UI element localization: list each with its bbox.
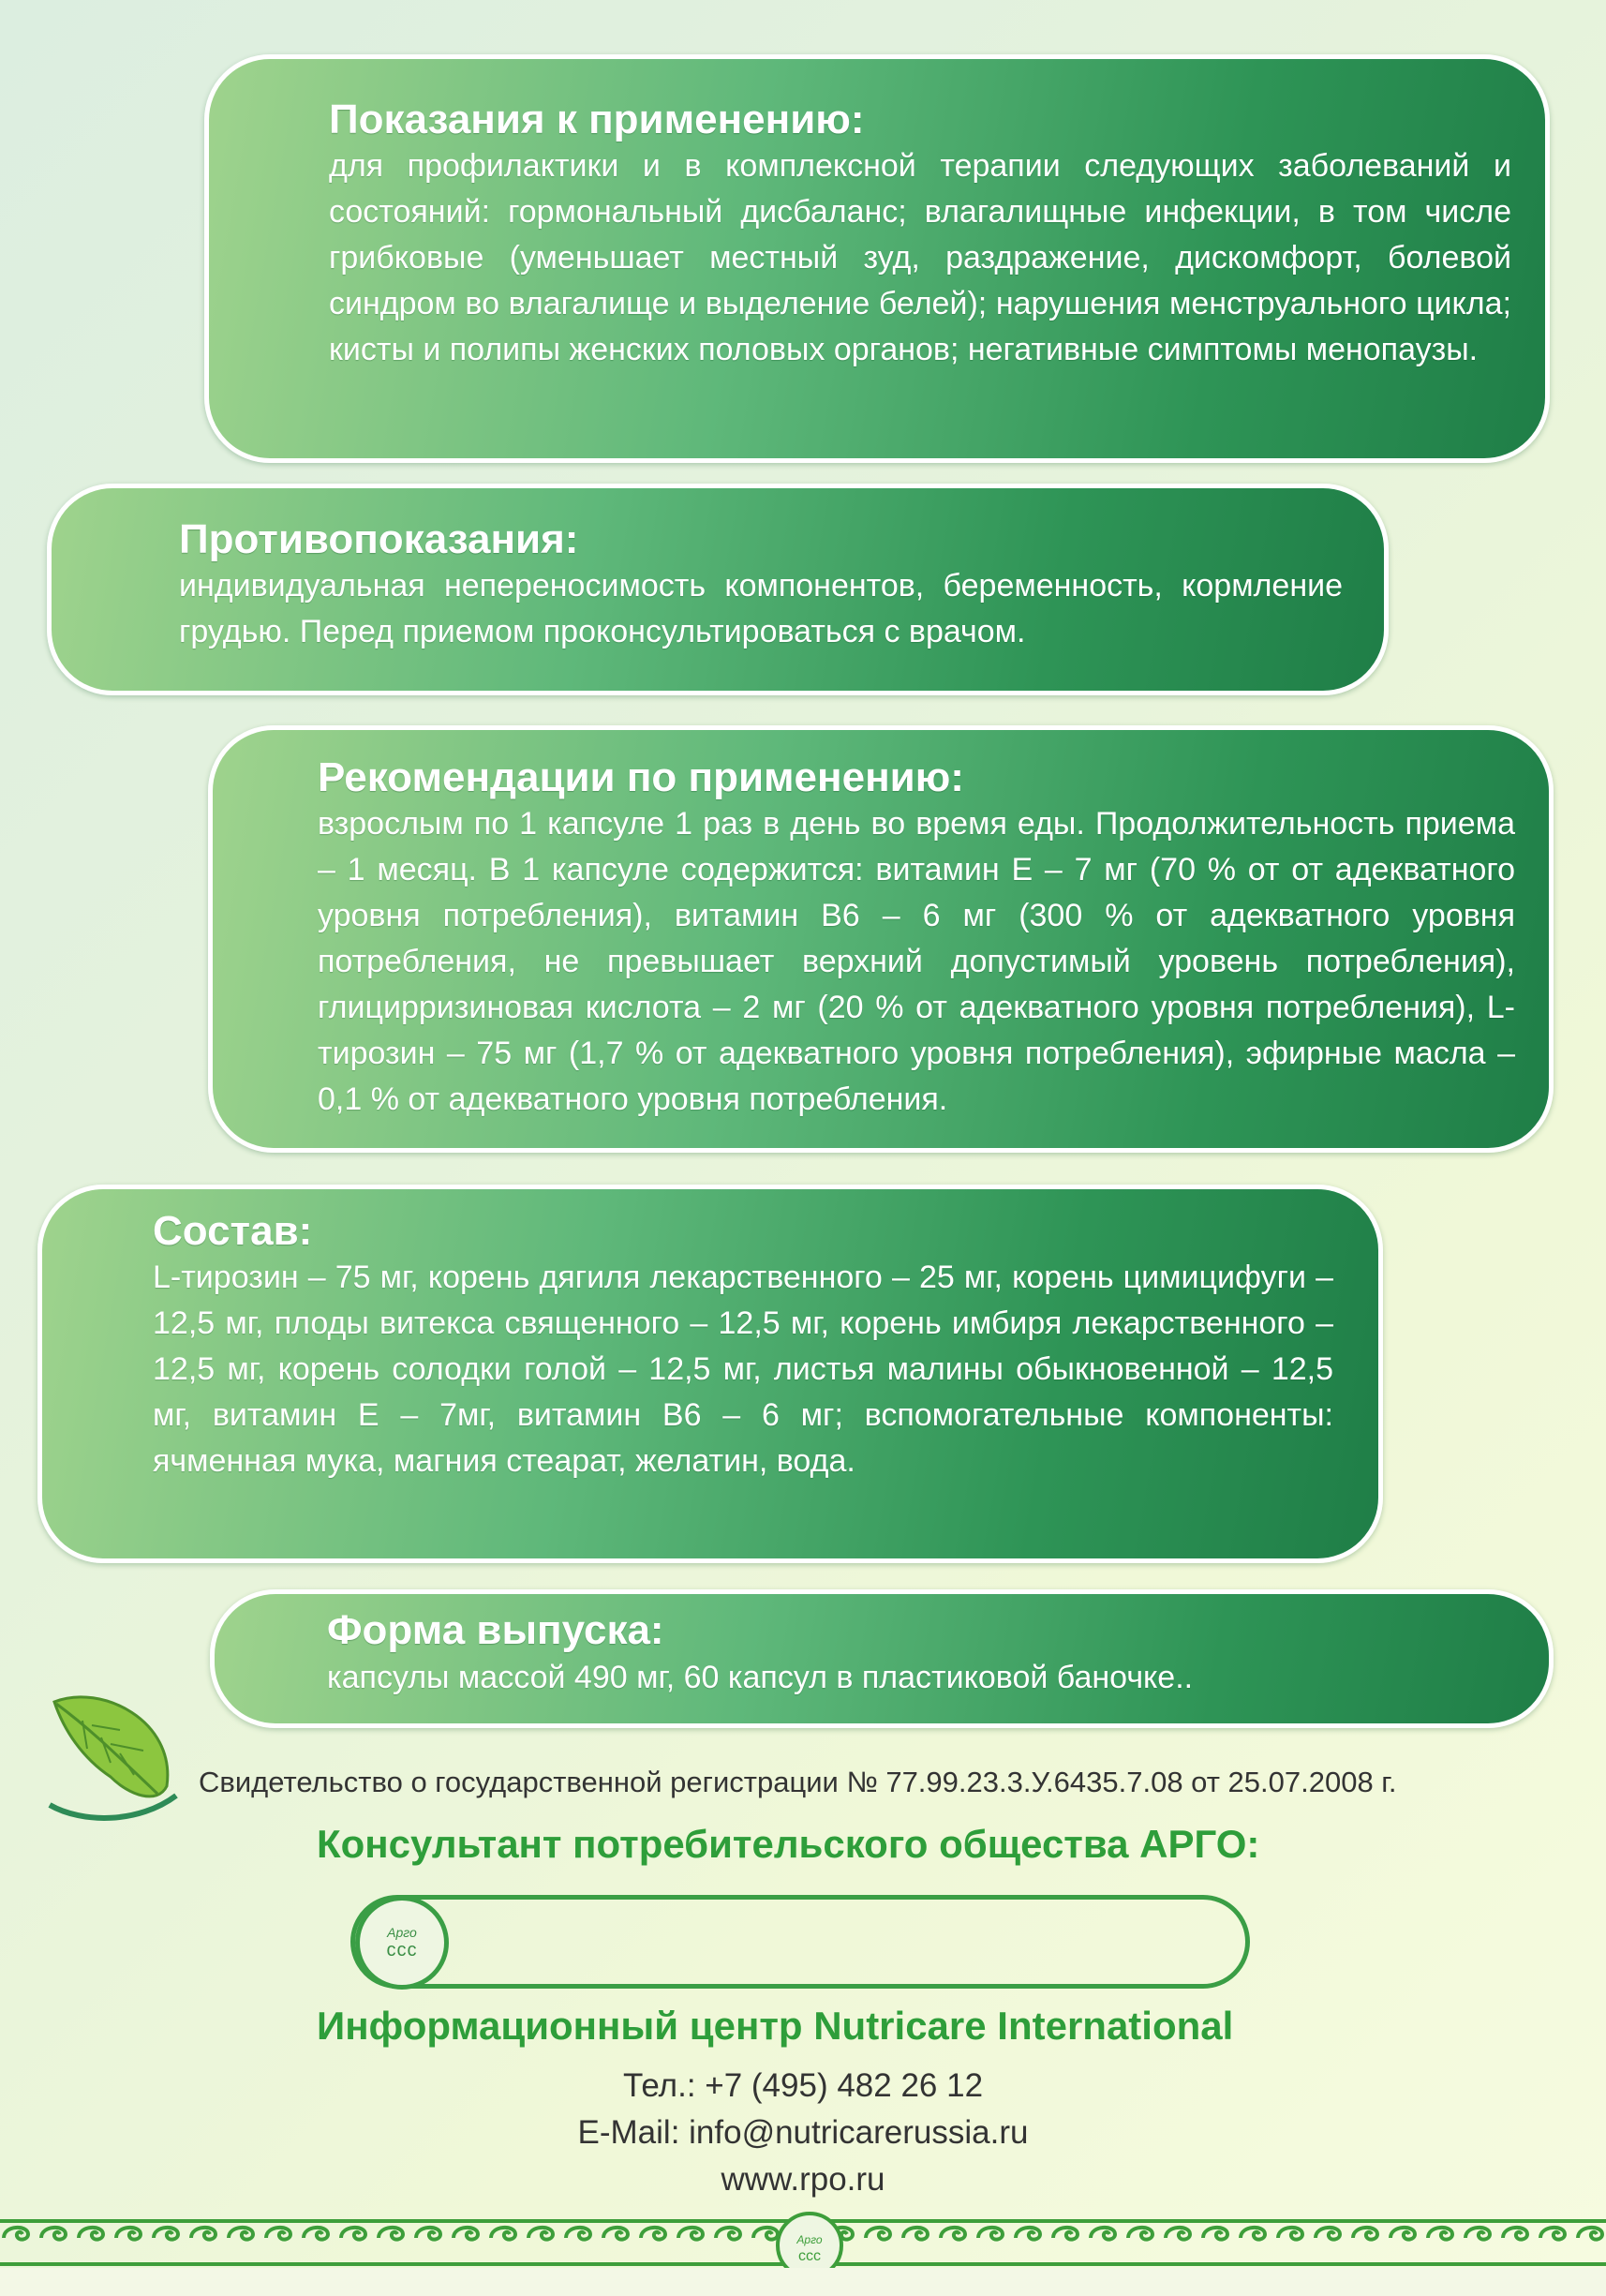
contraindications-text: индивидуальная непереносимость компонентов, беременность, кормление грудью. Перед приемом проконсультироваться с врачом.	[179, 568, 1343, 649]
release-form-text: капсулы массой 490 мг, 60 капсул в пластиковой баночке..	[327, 1660, 1194, 1695]
contact-website: www.rpo.ru	[721, 2161, 885, 2198]
bottom-band	[0, 2268, 1606, 2296]
indications-panel	[204, 54, 1550, 463]
composition-title: Состав:	[153, 1208, 313, 1254]
argo-logo-label: Арго	[387, 1924, 417, 1940]
border-argo-label: Арго	[796, 2233, 823, 2246]
consultant-title: Консультант потребительского общества АРГО:	[317, 1822, 1260, 1866]
release-form-title: Форма выпуска:	[327, 1607, 664, 1653]
consultant-stamp-field	[350, 1895, 1250, 1989]
composition-panel	[37, 1185, 1383, 1563]
indications-text: для профилактики и в комплексной терапии следующих заболеваний и состояний: гормональный дисбаланс; влагалищные инфекции, в том числе грибковые (уменьшает местный зуд, раздражение, дискомфорт, болевой синдром во влагалище и выделение белей); нарушения менструального цикла; кисты и полипы женских половых органов; негативные симптомы менопаузы.	[329, 148, 1511, 367]
release-form-panel	[210, 1589, 1554, 1728]
leaf-logo-icon	[45, 1683, 186, 1824]
recommendations-text: взрослым по 1 капсуле 1 раз в день во время еды. Продолжительность приема – 1 месяц. В 1 капсуле содержится: витамин Е – 7 мг (70 % от от адекватного уровня потребления), витамин В6 – 6 мг (300 % от адекватного уровня потребления, не превышает верхний допустимый уровень потребления), глицирризиновая кислота – 2 мг (20 % от адекватного уровня потребления), L-тирозин – 75 мг (1,7 % от адекватного уровня потребления), эфирные масла – 0,1 % от адекватного уровня потребления.	[318, 806, 1515, 1117]
contact-email: E-Mail: info@nutricarerussia.ru	[577, 2114, 1029, 2151]
recommendations-panel	[208, 725, 1554, 1153]
argo-logo-icon	[355, 1896, 449, 1990]
contraindications-panel	[47, 484, 1389, 695]
argo-logo-symbol: ccc	[386, 1939, 418, 1961]
info-center-title: Информационный центр Nutricare International	[317, 2004, 1234, 2048]
contact-phone: Тел.: +7 (495) 482 26 12	[622, 2067, 984, 2104]
composition-text: L-тирозин – 75 мг, корень дягиля лекарственного – 25 мг, корень цимицифуги – 12,5 мг, плоды витекса священного – 12,5 мг, корень имбиря лекарственного – 12,5 мг, корень солодки голой – 12,5 мг, листья малины обыкновенной – 12,5 мг, витамин Е – 7мг, витамин В6 – 6 мг; вспомогательные компоненты: ячменная мука, магния стеарат, желатин, вода.	[153, 1260, 1333, 1479]
registration-certificate: Свидетельство о государственной регистрации № 77.99.23.3.У.6435.7.08 от 25.07.2008 г.	[199, 1766, 1397, 1798]
contraindications-title: Противопоказания:	[179, 516, 579, 562]
recommendations-title: Рекомендации по применению:	[318, 754, 964, 800]
border-argo-symbol: ccc	[798, 2248, 821, 2264]
indications-title: Показания к применению:	[329, 97, 865, 142]
